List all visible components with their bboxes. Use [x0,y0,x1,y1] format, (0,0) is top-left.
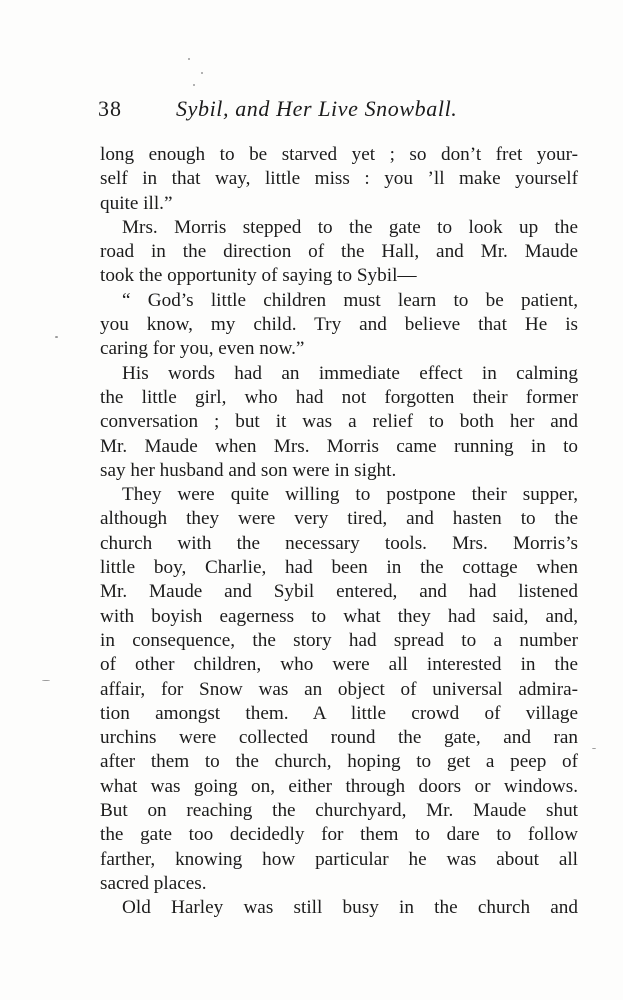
text-line: road in the direction of the Hall, and Mr. Maude [100,241,578,263]
text-line: sacred places. [100,872,207,894]
paper-speck [592,748,596,749]
text-line: say her husband and son were in sight. [100,459,397,481]
text-line: tion amongst them. A little crowd of village [100,702,578,724]
text-line: “ God’s little children must learn to be patient, [122,289,578,311]
text-line: Mr. Maude and Sybil entered, and had listened [100,581,578,603]
text-line: although they were very tired, and hasten to the [100,508,578,530]
text-line: took the opportunity of saying to Sybil— [100,265,417,287]
text-line: little boy, Charlie, had been in the cottage when [100,557,578,579]
text-line: Old Harley was still busy in the church and [122,897,578,919]
text-line: urchins were collected round the gate, and ran [100,727,578,749]
text-line: conversation ; but it was a relief to both her and [100,411,578,433]
text-line: in consequence, the story had spread to a number [100,629,578,651]
text-line: But on reaching the churchyard, Mr. Maude shut [100,800,578,822]
page-number: 38 [98,96,122,121]
text-line: with boyish eagerness to what they had said, and, [100,605,578,627]
text-line: the gate too decidedly for them to dare to follow [100,824,578,846]
text-line: after them to the church, hoping to get a peep of [100,751,578,773]
text-line: of other children, who were all interested in the [100,654,578,676]
text-line: His words had an immediate effect in calming [122,362,578,384]
text-line: the little girl, who had not forgotten their former [100,386,578,408]
text-line: you know, my child. Try and believe that He is [100,314,578,336]
text-line: Mrs. Morris stepped to the gate to look up the [122,216,578,238]
body-text [100,143,578,921]
text-line: Mr. Maude when Mrs. Morris came running in to [100,435,578,457]
text-line: farther, knowing how particular he was about all [100,848,578,870]
paper-speck [55,336,58,338]
running-title: Sybil, and Her Live Snowball. [176,96,458,121]
text-line: long enough to be starved yet ; so don’t fret your- [100,144,578,165]
page-header [98,96,580,130]
paper-speck [201,72,203,74]
paper-speck [42,680,50,681]
text-line: church with the necessary tools. Mrs. Morris’s [100,532,578,554]
paper-speck [188,58,190,60]
text-line: self in that way, little miss : you ’ll make yourself [100,168,578,190]
text-line: caring for you, even now.” [100,338,305,360]
text-line: what was going on, either through doors or windows. [100,775,578,797]
paper-speck [193,84,195,86]
text-line: quite ill.” [100,192,173,214]
text-line: They were quite willing to postpone their supper, [122,484,578,506]
text-line: affair, for Snow was an object of universal admira- [100,678,578,700]
